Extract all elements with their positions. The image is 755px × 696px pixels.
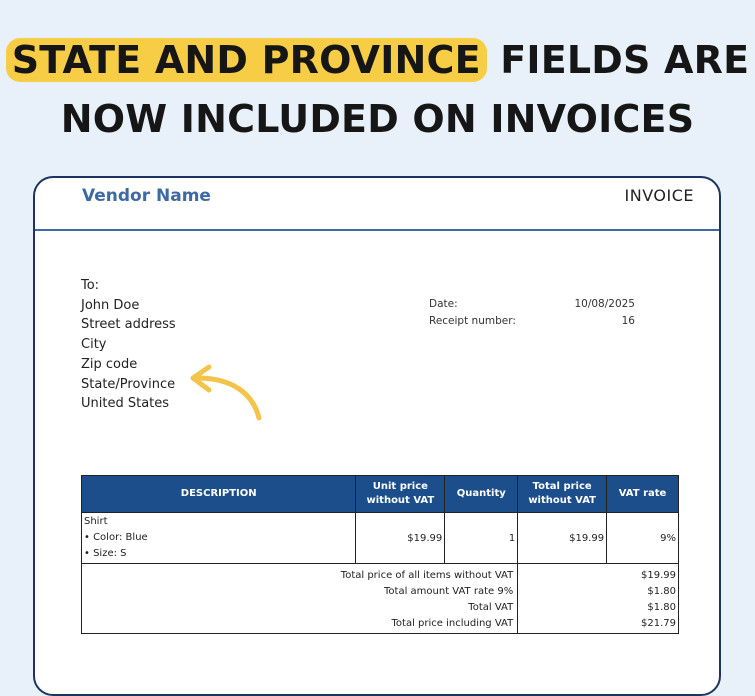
vendor-name: Vendor Name [82,186,211,206]
recipient-city: City [81,337,107,353]
headline-line-1 [0,37,755,83]
header-total-price [518,476,607,513]
recipient-country: United States [81,396,170,412]
totals-row [82,615,679,634]
item-quantity: 1 [445,513,518,564]
item-name: Shirt [84,516,108,527]
recipient-address [81,276,176,414]
total-label: Total amount VAT rate 9% [82,583,518,599]
total-value: $21.79 [518,615,679,634]
table-header-row [82,476,679,513]
item-detail-size: • Size: S [84,548,127,559]
date-row [429,296,635,313]
date-value: 10/08/2025 [574,298,635,310]
receipt-label: Receipt number: [429,315,516,327]
curved-arrow-icon [187,364,267,422]
items-table [81,475,679,634]
receipt-row [429,313,635,330]
header-unit-price-line2: without VAT [366,495,435,506]
date-label: Date: [429,298,458,310]
item-description [82,513,356,564]
header-total-price-line2: without VAT [528,495,596,506]
header-unit-price-line1: Unit price [372,481,428,492]
recipient-street: Street address [81,317,176,333]
total-label: Total price including VAT [82,615,518,634]
header-total-price-line1: Total price [532,481,592,492]
recipient-name: John Doe [81,297,140,313]
totals-row [82,599,679,615]
item-vat-rate: 9% [607,513,679,564]
receipt-value: 16 [621,315,635,327]
total-value: $19.99 [518,564,679,584]
header-unit-price [356,476,445,513]
recipient-zip: Zip code [81,356,138,372]
to-label: To: [81,278,100,293]
total-label: Total price of all items without VAT [82,564,518,584]
total-label: Total VAT [82,599,518,615]
total-value: $1.80 [518,599,679,615]
headline-line-2: NOW INCLUDED ON INVOICES [60,97,695,141]
recipient-state: State/Province [81,376,176,392]
invoice-card [33,176,721,696]
item-total-price: $19.99 [518,513,607,564]
headline-highlight: STATE AND PROVINCE [6,38,487,82]
item-unit-price: $19.99 [356,513,445,564]
table-row [82,513,679,564]
headline-rest: FIELDS ARE [486,38,750,82]
invoice-title: INVOICE [624,186,694,205]
totals-row [82,564,679,584]
header-description: DESCRIPTION [82,476,356,513]
invoice-meta [429,296,635,330]
header-divider [35,229,721,231]
totals-row [82,583,679,599]
header-quantity: Quantity [445,476,518,513]
total-value: $1.80 [518,583,679,599]
item-detail-color: • Color: Blue [84,532,148,543]
header-vat-rate: VAT rate [607,476,679,513]
